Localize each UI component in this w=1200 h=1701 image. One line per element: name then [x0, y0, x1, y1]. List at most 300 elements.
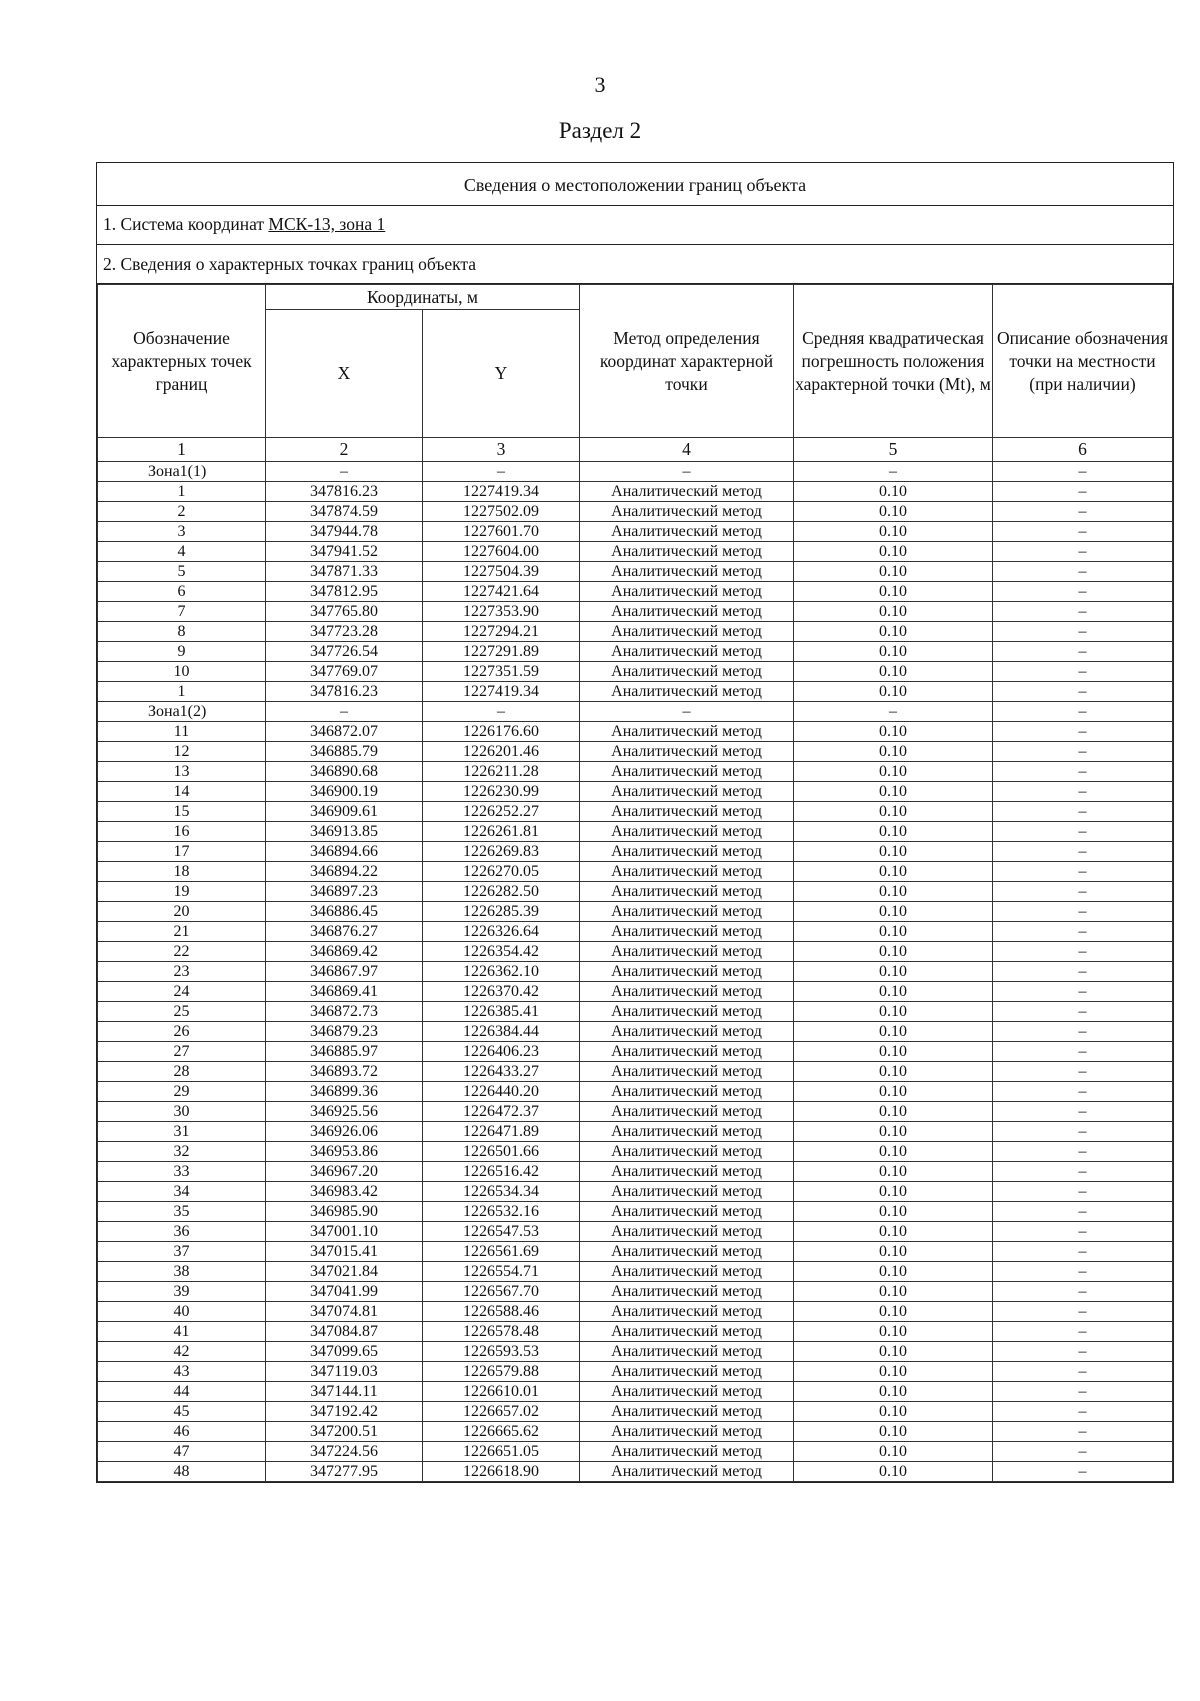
- method: Аналитический метод: [580, 802, 794, 822]
- coord-x: 346876.27: [266, 922, 423, 942]
- error: 0.10: [794, 1202, 993, 1222]
- table-row: [98, 882, 1173, 902]
- coord-x: 346983.42: [266, 1182, 423, 1202]
- table-row: [98, 942, 1173, 962]
- description: –: [993, 922, 1173, 942]
- method: Аналитический метод: [580, 1302, 794, 1322]
- method: Аналитический метод: [580, 1322, 794, 1342]
- description: –: [993, 1282, 1173, 1302]
- coord-y: 1227294.21: [423, 622, 580, 642]
- method: Аналитический метод: [580, 862, 794, 882]
- point-designation: 20: [98, 902, 266, 922]
- table-row: [98, 1302, 1173, 1322]
- description: –: [993, 702, 1173, 722]
- error: 0.10: [794, 1182, 993, 1202]
- table-row: [98, 562, 1173, 582]
- method: Аналитический метод: [580, 1042, 794, 1062]
- table-row: [98, 922, 1173, 942]
- coord-x: 346872.07: [266, 722, 423, 742]
- description: –: [993, 1442, 1173, 1462]
- error: 0.10: [794, 842, 993, 862]
- coord-x: 346885.79: [266, 742, 423, 762]
- point-designation: 37: [98, 1242, 266, 1262]
- coord-y: 1227502.09: [423, 502, 580, 522]
- point-designation: 23: [98, 962, 266, 982]
- error: 0.10: [794, 1322, 993, 1342]
- error: 0.10: [794, 802, 993, 822]
- coord-y: 1226554.71: [423, 1262, 580, 1282]
- method: Аналитический метод: [580, 1202, 794, 1222]
- coord-x: 347041.99: [266, 1282, 423, 1302]
- error: 0.10: [794, 1402, 993, 1422]
- coord-x: 347765.80: [266, 602, 423, 622]
- coord-x: 347021.84: [266, 1262, 423, 1282]
- description: –: [993, 642, 1173, 662]
- coord-x: 346926.06: [266, 1122, 423, 1142]
- method: Аналитический метод: [580, 1062, 794, 1082]
- table-row: [98, 1022, 1173, 1042]
- description: –: [993, 842, 1173, 862]
- coord-y: –: [423, 462, 580, 482]
- table-row: [98, 742, 1173, 762]
- table-row: [98, 582, 1173, 602]
- method: Аналитический метод: [580, 542, 794, 562]
- method: Аналитический метод: [580, 642, 794, 662]
- point-designation: 30: [98, 1102, 266, 1122]
- description: –: [993, 1342, 1173, 1362]
- description: –: [993, 1102, 1173, 1122]
- column-number: 3: [423, 438, 580, 462]
- method: Аналитический метод: [580, 1242, 794, 1262]
- zone-row: [98, 702, 1173, 722]
- error: 0.10: [794, 482, 993, 502]
- error: 0.10: [794, 1382, 993, 1402]
- table-row: [98, 1162, 1173, 1182]
- coord-y: 1226665.62: [423, 1422, 580, 1442]
- coord-x: –: [266, 702, 423, 722]
- description: –: [993, 682, 1173, 702]
- table-row: [98, 1142, 1173, 1162]
- method: Аналитический метод: [580, 522, 794, 542]
- coord-y: 1226532.16: [423, 1202, 580, 1222]
- coord-x: –: [266, 462, 423, 482]
- method: Аналитический метод: [580, 502, 794, 522]
- coord-x: 346872.73: [266, 1002, 423, 1022]
- point-designation: 7: [98, 602, 266, 622]
- coord-y: 1227291.89: [423, 642, 580, 662]
- coord-y: 1226651.05: [423, 1442, 580, 1462]
- coord-y: 1226406.23: [423, 1042, 580, 1062]
- table-row: [98, 822, 1173, 842]
- coord-x: 346867.97: [266, 962, 423, 982]
- error: 0.10: [794, 622, 993, 642]
- table-row: [98, 1462, 1173, 1482]
- point-designation: 46: [98, 1422, 266, 1442]
- coord-x: 346885.97: [266, 1042, 423, 1062]
- coord-x: 346953.86: [266, 1142, 423, 1162]
- point-designation: 35: [98, 1202, 266, 1222]
- point-designation: 31: [98, 1122, 266, 1142]
- coord-x: 347200.51: [266, 1422, 423, 1442]
- coord-y: 1226261.81: [423, 822, 580, 842]
- coord-x: 346909.61: [266, 802, 423, 822]
- table-row: [98, 1062, 1173, 1082]
- coord-x: 347723.28: [266, 622, 423, 642]
- table-row: [98, 1202, 1173, 1222]
- point-designation: 40: [98, 1302, 266, 1322]
- method: Аналитический метод: [580, 1462, 794, 1482]
- method: Аналитический метод: [580, 1342, 794, 1362]
- method: Аналитический метод: [580, 742, 794, 762]
- method: Аналитический метод: [580, 1222, 794, 1242]
- table-row: [98, 482, 1173, 502]
- description: –: [993, 1122, 1173, 1142]
- description: –: [993, 1022, 1173, 1042]
- coord-y: 1226657.02: [423, 1402, 580, 1422]
- description: –: [993, 1462, 1173, 1482]
- coord-y: 1226516.42: [423, 1162, 580, 1182]
- coord-x: 346967.20: [266, 1162, 423, 1182]
- coord-x: 347119.03: [266, 1362, 423, 1382]
- method: Аналитический метод: [580, 722, 794, 742]
- method: Аналитический метод: [580, 982, 794, 1002]
- point-designation: 47: [98, 1442, 266, 1462]
- table-row: [98, 1402, 1173, 1422]
- error: 0.10: [794, 982, 993, 1002]
- table-row: [98, 982, 1173, 1002]
- coord-y: 1226211.28: [423, 762, 580, 782]
- error: –: [794, 462, 993, 482]
- table-row: [98, 682, 1173, 702]
- error: 0.10: [794, 1102, 993, 1122]
- table-row: [98, 1182, 1173, 1202]
- table-row: [98, 762, 1173, 782]
- table-row: [98, 1122, 1173, 1142]
- point-designation: Зона1(1): [98, 462, 266, 482]
- coord-x: 347084.87: [266, 1322, 423, 1342]
- error: 0.10: [794, 502, 993, 522]
- coord-y: 1227601.70: [423, 522, 580, 542]
- description: –: [993, 942, 1173, 962]
- description: –: [993, 822, 1173, 842]
- coord-y: 1226385.41: [423, 1002, 580, 1022]
- description: –: [993, 802, 1173, 822]
- coord-y: 1226567.70: [423, 1282, 580, 1302]
- description: –: [993, 1162, 1173, 1182]
- section-title: Раздел 2: [558, 118, 642, 143]
- method: Аналитический метод: [580, 1142, 794, 1162]
- point-designation: 18: [98, 862, 266, 882]
- description: –: [993, 982, 1173, 1002]
- method: Аналитический метод: [580, 1422, 794, 1442]
- description: –: [993, 522, 1173, 542]
- method: Аналитический метод: [580, 962, 794, 982]
- coord-y: 1226534.34: [423, 1182, 580, 1202]
- table-row: [98, 902, 1173, 922]
- coord-x: 346913.85: [266, 822, 423, 842]
- error: 0.10: [794, 1162, 993, 1182]
- error: 0.10: [794, 1142, 993, 1162]
- coord-x: 347941.52: [266, 542, 423, 562]
- error: 0.10: [794, 862, 993, 882]
- page-number: 3: [594, 72, 606, 97]
- point-designation: 21: [98, 922, 266, 942]
- description: –: [993, 762, 1173, 782]
- coord-x: 346869.41: [266, 982, 423, 1002]
- method: Аналитический метод: [580, 1122, 794, 1142]
- point-designation: 11: [98, 722, 266, 742]
- method: Аналитический метод: [580, 762, 794, 782]
- coord-x: 347192.42: [266, 1402, 423, 1422]
- point-designation: 32: [98, 1142, 266, 1162]
- description: –: [993, 902, 1173, 922]
- point-designation: 2: [98, 502, 266, 522]
- point-designation: 25: [98, 1002, 266, 1022]
- method: Аналитический метод: [580, 1022, 794, 1042]
- coord-x: 346886.45: [266, 902, 423, 922]
- coord-y: 1227351.59: [423, 662, 580, 682]
- coord-y: 1226561.69: [423, 1242, 580, 1262]
- error: 0.10: [794, 582, 993, 602]
- error: 0.10: [794, 962, 993, 982]
- table-row: [98, 862, 1173, 882]
- coord-x: 346879.23: [266, 1022, 423, 1042]
- error: 0.10: [794, 742, 993, 762]
- error: 0.10: [794, 902, 993, 922]
- description: –: [993, 462, 1173, 482]
- table-row: [98, 1222, 1173, 1242]
- coord-x: 347816.23: [266, 482, 423, 502]
- method: Аналитический метод: [580, 1102, 794, 1122]
- coord-x: 347099.65: [266, 1342, 423, 1362]
- coord-y: 1226252.27: [423, 802, 580, 822]
- table-row: [98, 1382, 1173, 1402]
- coord-y: 1227419.34: [423, 682, 580, 702]
- description: –: [993, 662, 1173, 682]
- coordinate-system-label: 1. Система координат: [103, 214, 269, 234]
- zone-row: [98, 462, 1173, 482]
- coord-x: 347074.81: [266, 1302, 423, 1322]
- error: 0.10: [794, 722, 993, 742]
- error: 0.10: [794, 642, 993, 662]
- coord-x: 346893.72: [266, 1062, 423, 1082]
- coord-y: 1226433.27: [423, 1062, 580, 1082]
- table-row: [98, 642, 1173, 662]
- point-designation: 29: [98, 1082, 266, 1102]
- coord-x: 346899.36: [266, 1082, 423, 1102]
- coord-y: 1226326.64: [423, 922, 580, 942]
- coord-y: 1226578.48: [423, 1322, 580, 1342]
- description: –: [993, 882, 1173, 902]
- table-row: [98, 842, 1173, 862]
- description: –: [993, 1222, 1173, 1242]
- error: 0.10: [794, 882, 993, 902]
- coord-y: 1226176.60: [423, 722, 580, 742]
- point-designation: 45: [98, 1402, 266, 1422]
- point-designation: 17: [98, 842, 266, 862]
- error: 0.10: [794, 762, 993, 782]
- column-number: 4: [580, 438, 794, 462]
- coord-x: 346869.42: [266, 942, 423, 962]
- point-designation: 4: [98, 542, 266, 562]
- table-row: [98, 1422, 1173, 1442]
- point-designation: 39: [98, 1282, 266, 1302]
- coord-y: 1226610.01: [423, 1382, 580, 1402]
- method: Аналитический метод: [580, 682, 794, 702]
- coord-y: 1226354.42: [423, 942, 580, 962]
- method: Аналитический метод: [580, 662, 794, 682]
- coord-y: 1226588.46: [423, 1302, 580, 1322]
- column-number: 2: [266, 438, 423, 462]
- method: Аналитический метод: [580, 1262, 794, 1282]
- method: Аналитический метод: [580, 1282, 794, 1302]
- header-error: Средняя квадратическая погрешность положения характерной точки (Mt), м: [794, 285, 993, 438]
- coord-x: 347871.33: [266, 562, 423, 582]
- description: –: [993, 1322, 1173, 1342]
- coord-y: 1226618.90: [423, 1462, 580, 1482]
- coord-y: 1226282.50: [423, 882, 580, 902]
- boundary-info-box: [96, 162, 1174, 1483]
- point-designation: 34: [98, 1182, 266, 1202]
- coordinate-system-value: МСК-13, зона 1: [268, 214, 386, 234]
- coord-y: 1226593.53: [423, 1342, 580, 1362]
- coord-x: 347726.54: [266, 642, 423, 662]
- points-caption: 2. Сведения о характерных точках границ объекта: [97, 245, 1173, 284]
- header-method: Метод определения координат характерной точки: [580, 285, 794, 438]
- error: 0.10: [794, 1062, 993, 1082]
- method: Аналитический метод: [580, 1082, 794, 1102]
- coord-x: 346900.19: [266, 782, 423, 802]
- description: –: [993, 1302, 1173, 1322]
- point-designation: 38: [98, 1262, 266, 1282]
- header-coordinates: Координаты, м: [266, 285, 580, 310]
- coord-x: 347769.07: [266, 662, 423, 682]
- points-table: [97, 284, 1173, 1482]
- error: 0.10: [794, 1242, 993, 1262]
- method: Аналитический метод: [580, 842, 794, 862]
- error: 0.10: [794, 1042, 993, 1062]
- table-row: [98, 1322, 1173, 1342]
- description: –: [993, 1062, 1173, 1082]
- description: –: [993, 1262, 1173, 1282]
- method: Аналитический метод: [580, 782, 794, 802]
- point-designation: 12: [98, 742, 266, 762]
- table-row: [98, 1282, 1173, 1302]
- table-row: [98, 1242, 1173, 1262]
- point-designation: 19: [98, 882, 266, 902]
- coord-x: 346890.68: [266, 762, 423, 782]
- description: –: [993, 1362, 1173, 1382]
- error: 0.10: [794, 1342, 993, 1362]
- description: –: [993, 622, 1173, 642]
- table-row: [98, 962, 1173, 982]
- coord-x: 346925.56: [266, 1102, 423, 1122]
- point-designation: Зона1(2): [98, 702, 266, 722]
- coord-y: 1227421.64: [423, 582, 580, 602]
- point-designation: 41: [98, 1322, 266, 1342]
- coord-x: 347277.95: [266, 1462, 423, 1482]
- error: 0.10: [794, 1002, 993, 1022]
- point-designation: 43: [98, 1362, 266, 1382]
- point-designation: 33: [98, 1162, 266, 1182]
- error: 0.10: [794, 1462, 993, 1482]
- table-row: [98, 542, 1173, 562]
- error: –: [794, 702, 993, 722]
- coord-y: 1226471.89: [423, 1122, 580, 1142]
- description: –: [993, 1382, 1173, 1402]
- method: Аналитический метод: [580, 1362, 794, 1382]
- error: 0.10: [794, 602, 993, 622]
- table-row: [98, 1042, 1173, 1062]
- coord-y: 1226384.44: [423, 1022, 580, 1042]
- point-designation: 9: [98, 642, 266, 662]
- coord-y: 1227504.39: [423, 562, 580, 582]
- table-row: [98, 802, 1173, 822]
- error: 0.10: [794, 1082, 993, 1102]
- header-description: Описание обозначения точки на местности (при наличии): [993, 285, 1173, 438]
- method: Аналитический метод: [580, 1182, 794, 1202]
- point-designation: 24: [98, 982, 266, 1002]
- description: –: [993, 602, 1173, 622]
- point-designation: 26: [98, 1022, 266, 1042]
- coord-x: 347874.59: [266, 502, 423, 522]
- method: Аналитический метод: [580, 822, 794, 842]
- table-row: [98, 602, 1173, 622]
- table-row: [98, 622, 1173, 642]
- column-number: 1: [98, 438, 266, 462]
- description: –: [993, 562, 1173, 582]
- point-designation: 13: [98, 762, 266, 782]
- coord-x: 347001.10: [266, 1222, 423, 1242]
- error: 0.10: [794, 1362, 993, 1382]
- description: –: [993, 962, 1173, 982]
- coord-y: 1227419.34: [423, 482, 580, 502]
- point-designation: 8: [98, 622, 266, 642]
- table-row: [98, 522, 1173, 542]
- point-designation: 14: [98, 782, 266, 802]
- table-row: [98, 1262, 1173, 1282]
- description: –: [993, 1002, 1173, 1022]
- table-row: [98, 1082, 1173, 1102]
- point-designation: 6: [98, 582, 266, 602]
- coordinate-system-line: [97, 206, 1173, 245]
- coord-y: 1227353.90: [423, 602, 580, 622]
- description: –: [993, 1422, 1173, 1442]
- description: –: [993, 482, 1173, 502]
- coord-y: 1226362.10: [423, 962, 580, 982]
- point-designation: 3: [98, 522, 266, 542]
- description: –: [993, 1202, 1173, 1222]
- description: –: [993, 722, 1173, 742]
- coord-y: 1226270.05: [423, 862, 580, 882]
- box-title: Сведения о местоположении границ объекта: [97, 163, 1173, 206]
- error: 0.10: [794, 662, 993, 682]
- coord-y: 1226285.39: [423, 902, 580, 922]
- coord-x: 347015.41: [266, 1242, 423, 1262]
- method: Аналитический метод: [580, 1402, 794, 1422]
- coord-x: 346897.23: [266, 882, 423, 902]
- description: –: [993, 1142, 1173, 1162]
- description: –: [993, 1082, 1173, 1102]
- method: Аналитический метод: [580, 1442, 794, 1462]
- error: 0.10: [794, 822, 993, 842]
- table-row: [98, 1002, 1173, 1022]
- method: Аналитический метод: [580, 622, 794, 642]
- column-number: 5: [794, 438, 993, 462]
- description: –: [993, 502, 1173, 522]
- coord-y: 1226370.42: [423, 982, 580, 1002]
- method: Аналитический метод: [580, 602, 794, 622]
